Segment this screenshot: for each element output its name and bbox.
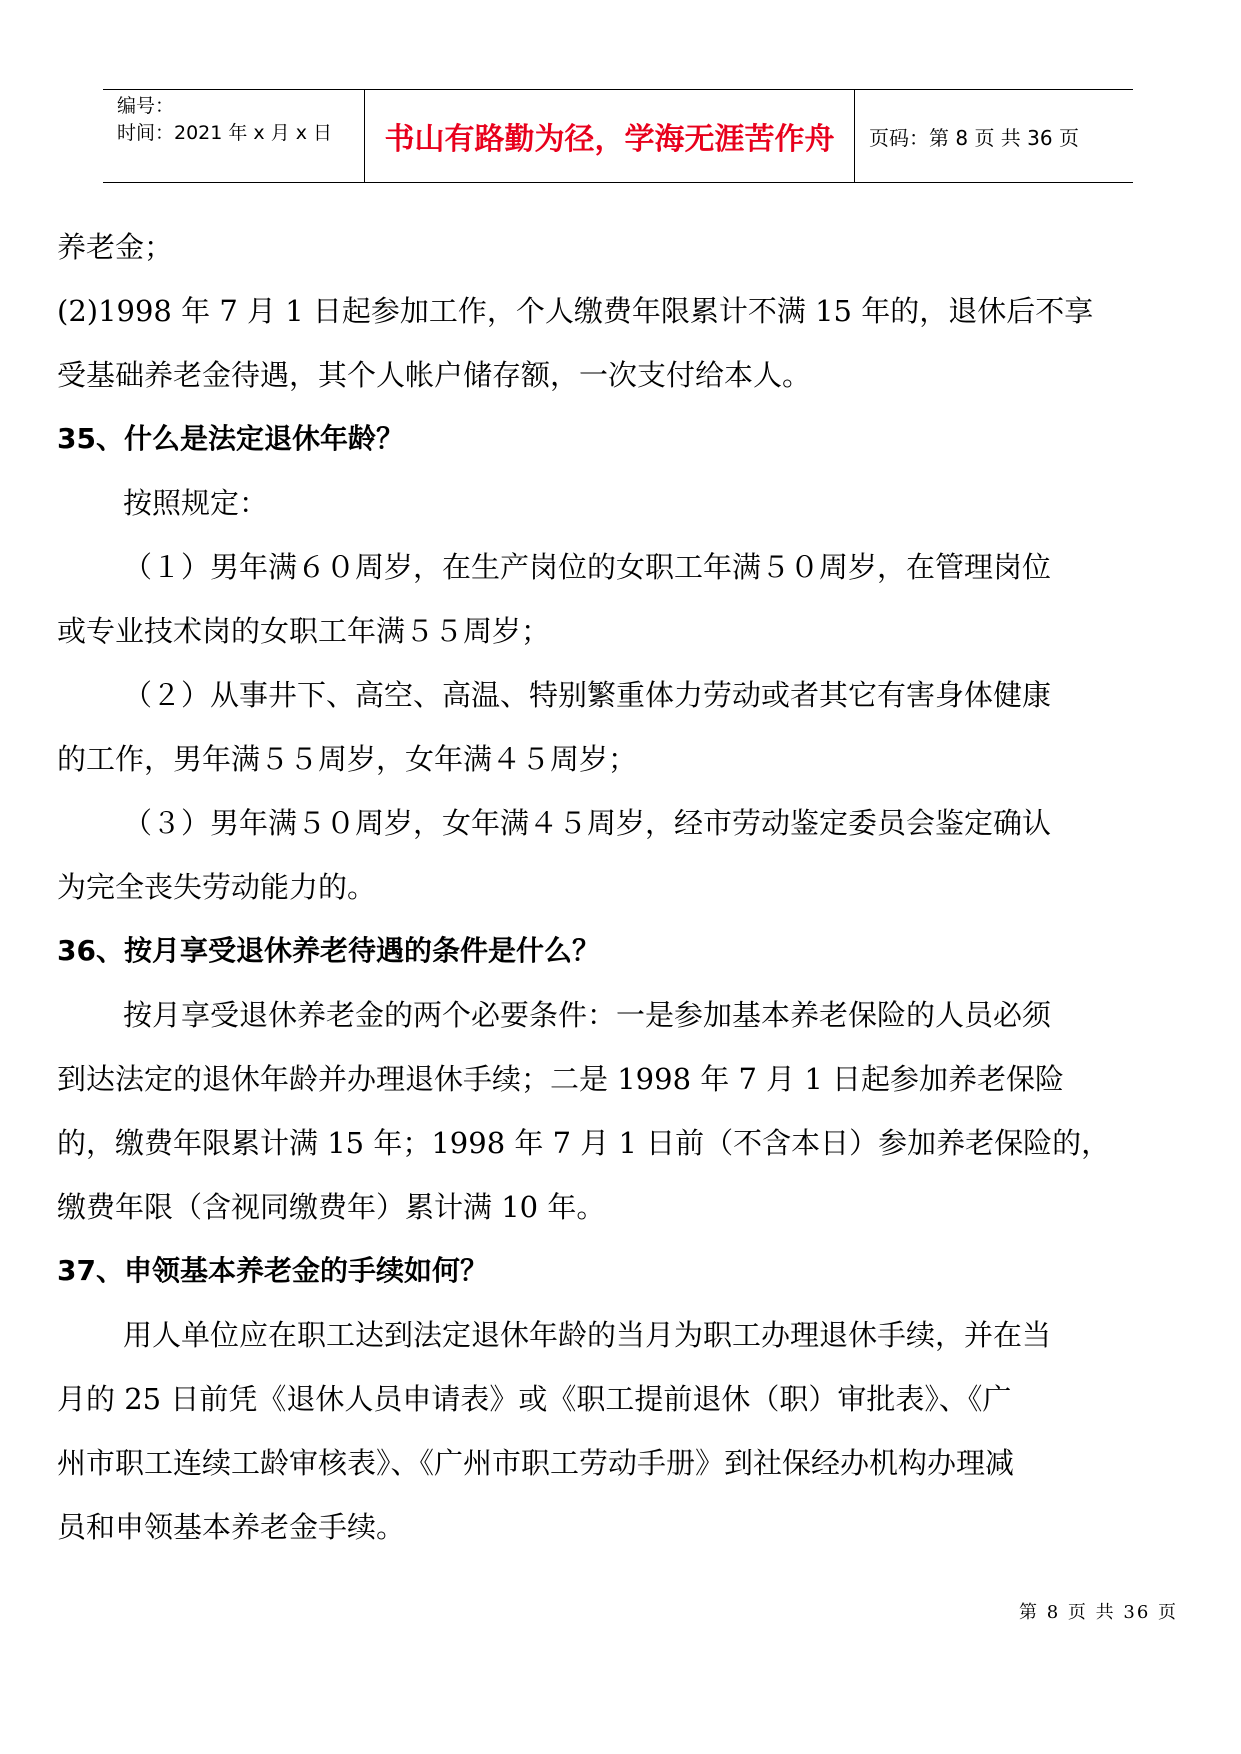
body-line: 州市职工连续工龄审核表》、《广州市职工劳动手册》到社保经办机构办理减: [57, 1446, 1015, 1480]
page-footer: 第 8 页 共 36 页: [1019, 1602, 1178, 1623]
body-line: 员和申领基本养老金手续。: [57, 1510, 406, 1544]
document-header: [103, 89, 1133, 183]
header-meta: [103, 90, 365, 182]
document-body: [57, 215, 1197, 1559]
section-heading: 36、按月享受退休养老待遇的条件是什么？: [57, 934, 600, 967]
body-line: 按照规定：: [123, 486, 269, 520]
body-line: 月的 25 日前凭《退休人员申请表》或《职工提前退休（职）审批表》、《广: [57, 1382, 1012, 1416]
body-line: 的工作，男年满５５周岁，女年满４５周岁；: [57, 742, 638, 776]
body-line: （３）男年满５０周岁，女年满４５周岁，经市劳动鉴定委员会鉴定确认: [123, 806, 1052, 840]
body-line: 的，缴费年限累计满 15 年；1998 年 7 月 1 日前（不含本日）参加养老保险的，: [57, 1126, 1111, 1160]
section-heading: 35、什么是法定退休年龄？: [57, 422, 404, 455]
body-line: 用人单位应在职工达到法定退休年龄的当月为职工办理退休手续，并在当: [123, 1318, 1052, 1352]
header-motto: 书山有路勤为径，学海无涯苦作舟: [365, 90, 855, 182]
time-label: 时间：2021 年 x 月 x 日: [117, 122, 333, 144]
body-line: 为完全丧失劳动能力的。: [57, 870, 377, 904]
body-line: （２）从事井下、高空、高温、特别繁重体力劳动或者其它有害身体健康: [123, 678, 1052, 712]
body-line: 缴费年限（含视同缴费年）累计满 10 年。: [57, 1190, 606, 1224]
section-heading: 37、申领基本养老金的手续如何？: [57, 1254, 488, 1287]
body-line: 按月享受退休养老金的两个必要条件：一是参加基本养老保险的人员必须: [123, 998, 1052, 1032]
body-line: 受基础养老金待遇，其个人帐户储存额，一次支付给本人。: [57, 358, 812, 392]
code-label: 编号：: [117, 95, 175, 117]
body-line: 到达法定的退休年龄并办理退休手续；二是 1998 年 7 月 1 日起参加养老保险: [57, 1062, 1065, 1096]
body-line: 养老金；: [57, 230, 174, 264]
body-line: (2)1998 年 7 月 1 日起参加工作，个人缴费年限累计不满 15 年的，退休后不享: [57, 294, 1094, 328]
header-page-label: 页码：第 8 页 共 36 页: [869, 125, 1079, 150]
body-line: 或专业技术岗的女职工年满５５周岁；: [57, 614, 551, 648]
body-line: （１）男年满６０周岁，在生产岗位的女职工年满５０周岁，在管理岗位: [123, 550, 1052, 584]
